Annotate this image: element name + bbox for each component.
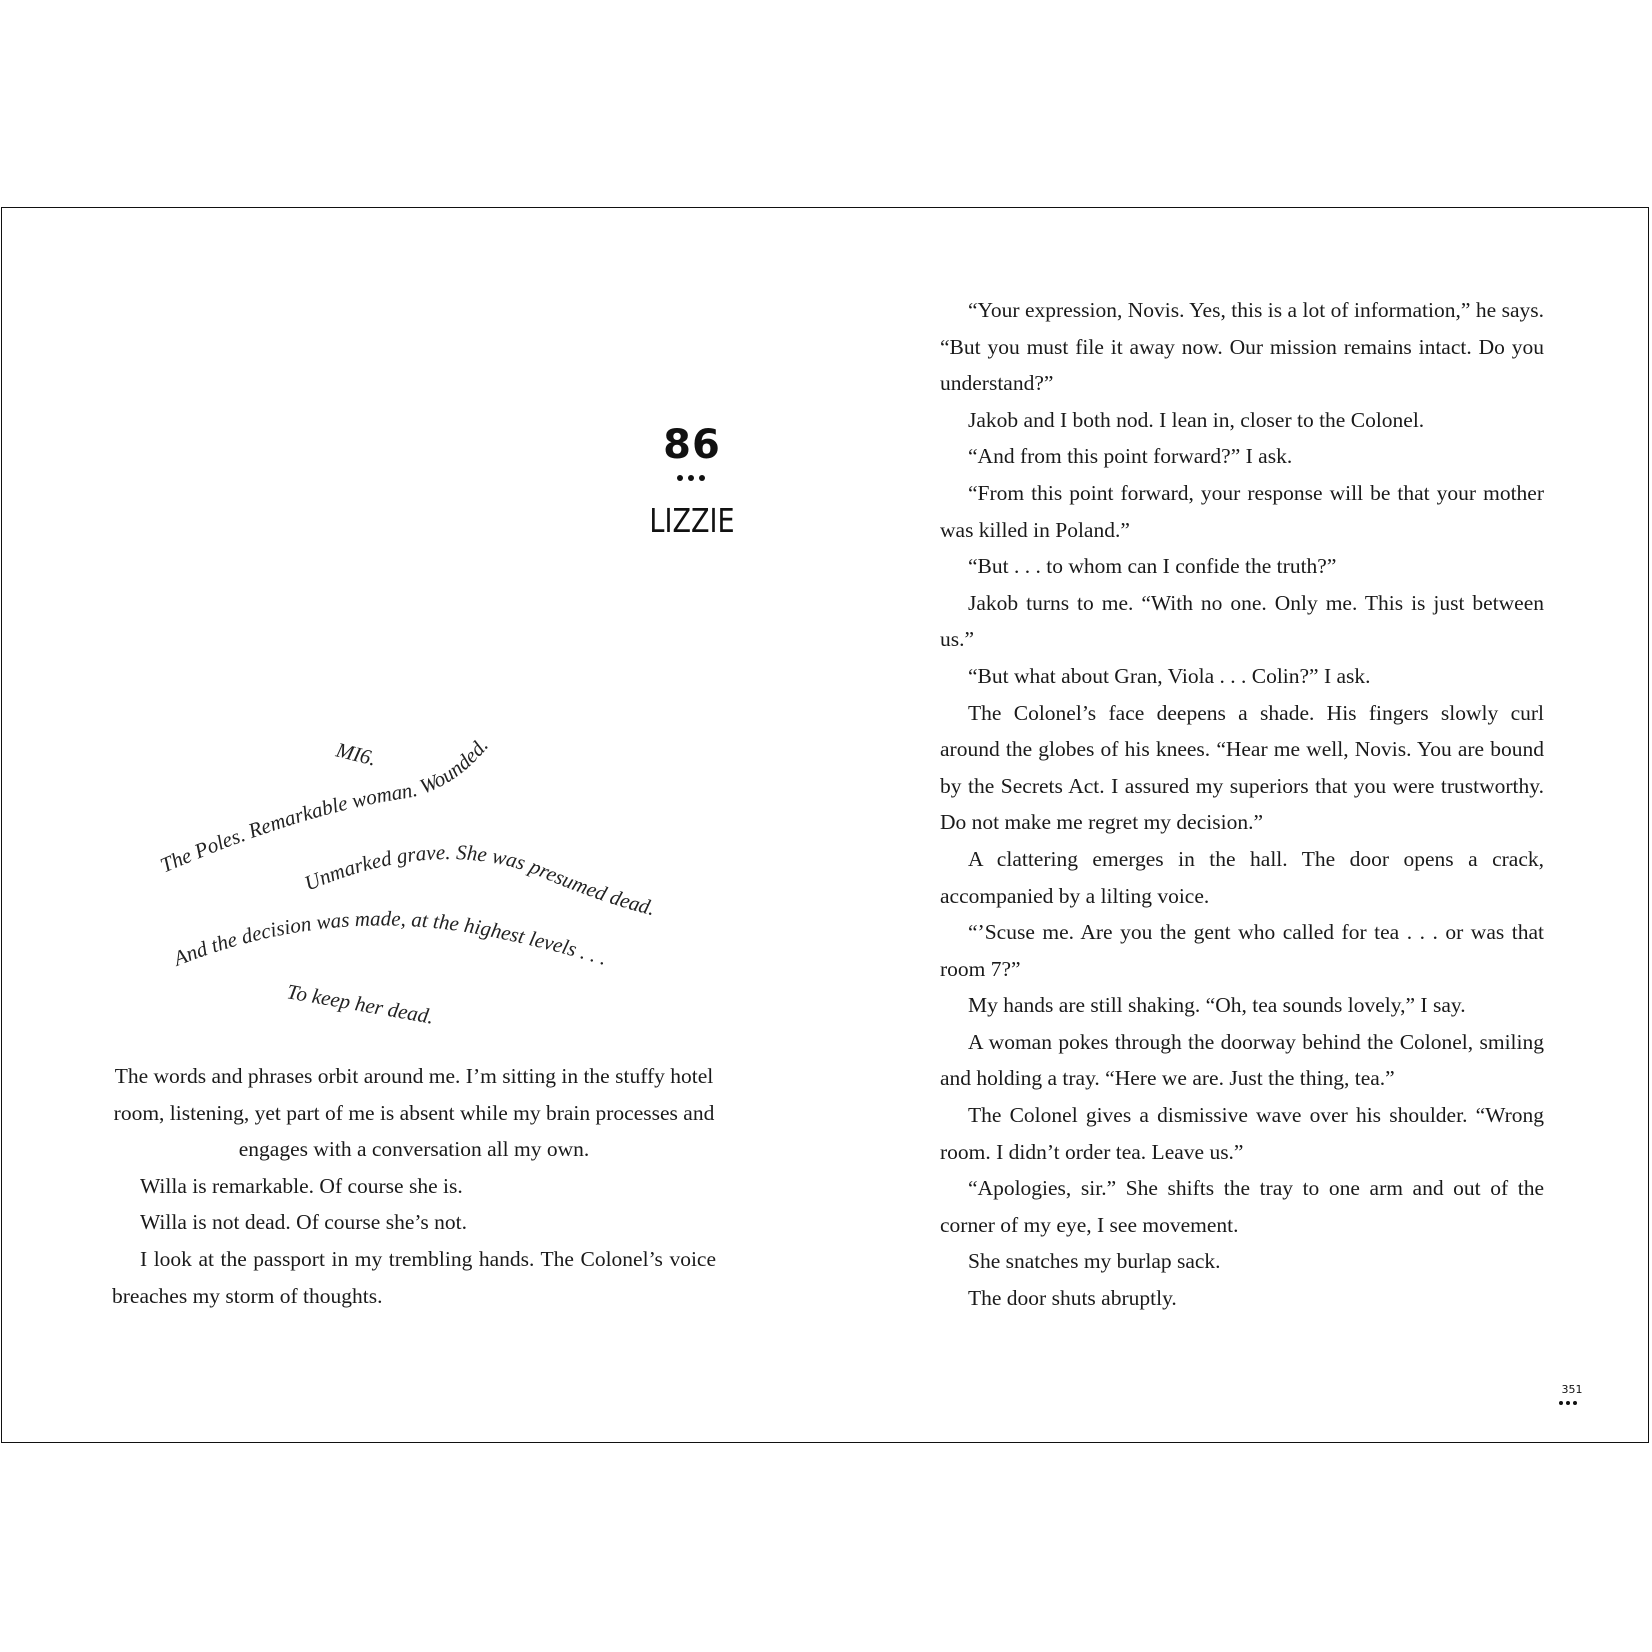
paragraph: The Colonel’s face deepens a shade. His fingers slowly curl around the globes of his knees. “Hear me well, Novis. You are bound by the Secrets Act. I assured my superiors that you were trustworthy. Do not make me regret my decision.” — [940, 700, 1544, 835]
phrase-poles: The Poles. Remarkable woman. Wounded. — [156, 733, 493, 878]
paragraph: I look at the passport in my trembling hands. The Colonel’s voice breaches my storm of thoughts. — [112, 1246, 716, 1308]
paragraph: Jakob turns to me. “With no one. Only me. This is just between us.” — [940, 590, 1544, 652]
paragraph: The words and phrases orbit around me. I’m sitting in the stuffy hotel room, listening, yet part of me is absent while my brain processes and engages with a conversation all my own. — [113, 1064, 715, 1162]
phrase-decision: And the decision was made, at the highest levels . . . — [170, 906, 611, 971]
paragraph: “And from this point forward?” I ask. — [968, 444, 1293, 469]
phrase-keep-dead: To keep her dead. — [285, 979, 436, 1029]
paragraph: “But what about Gran, Viola . . . Colin?” I ask. — [968, 663, 1371, 688]
paragraph: A woman pokes through the doorway behind the Colonel, smiling and holding a tray. “Here we are. Just the thing, tea.” — [940, 1029, 1544, 1091]
page-number: 351 — [1561, 1383, 1583, 1396]
paragraph: Jakob and I both nod. I lean in, closer to the Colonel. — [968, 407, 1425, 432]
paragraph: Willa is not dead. Of course she’s not. — [140, 1210, 467, 1235]
left-page — [2, 208, 826, 1442]
paragraph: She snatches my burlap sack. — [968, 1249, 1221, 1274]
paragraph: The door shuts abruptly. — [968, 1286, 1177, 1311]
phrase-mi6: MI6. — [333, 737, 379, 771]
paragraph: “Apologies, sir.” She shifts the tray to one arm and out of the corner of my eye, I see movement. — [940, 1176, 1544, 1237]
chapter-number: 86 — [663, 422, 721, 468]
page-number-dots — [1559, 1401, 1577, 1405]
book-spread — [1, 207, 1649, 1443]
paragraph: Willa is remarkable. Of course she is. — [140, 1173, 463, 1198]
right-page — [826, 208, 1650, 1442]
paragraph: My hands are still shaking. “Oh, tea sounds lovely,” I say. — [968, 993, 1466, 1018]
paragraph: “But . . . to whom can I confide the truth?” — [968, 554, 1337, 579]
right-body-text — [940, 292, 1544, 1317]
left-body-text — [112, 1058, 716, 1314]
paragraph: A clattering emerges in the hall. The door opens a crack, accompanied by a lilting voice. — [940, 846, 1544, 908]
paragraph: The Colonel gives a dismissive wave over his shoulder. “Wrong room. I didn’t order tea. Leave us.” — [940, 1103, 1544, 1164]
phrase-unmarked: Unmarked grave. She was presumed dead. — [300, 840, 658, 921]
paragraph: “’Scuse me. Are you the gent who called for tea . . . or was that room 7?” — [940, 920, 1544, 981]
paragraph: “From this point forward, your response will be that your mother was killed in Poland.” — [940, 480, 1544, 542]
paragraph: “Your expression, Novis. Yes, this is a lot of information,” he says. “But you must file it away now. Our mission remains intact. Do you understand?” — [940, 298, 1544, 396]
chapter-title: LIZZIE — [649, 501, 735, 540]
